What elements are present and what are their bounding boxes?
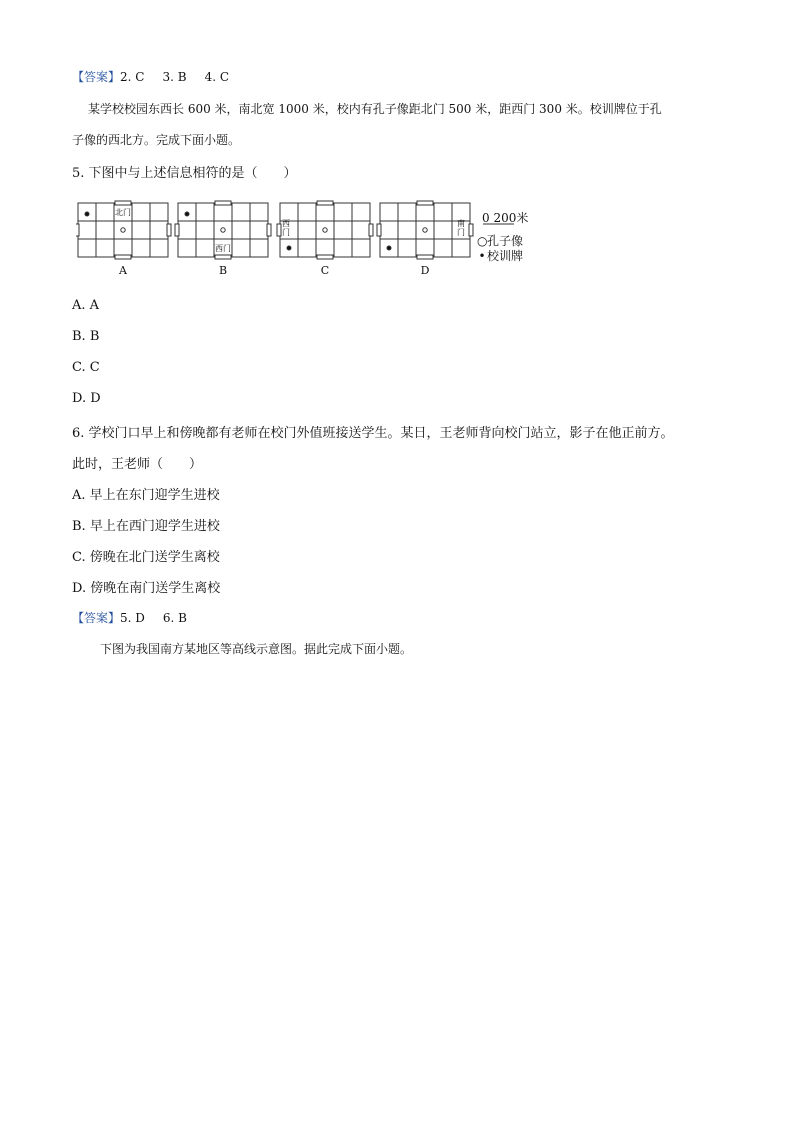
scale-zero: 0 bbox=[482, 211, 490, 225]
legend-sign: •校训牌 bbox=[478, 249, 524, 263]
q6-option-d: D. 傍晚在南门送学生离校 bbox=[72, 581, 221, 596]
filled-dot-icon: • bbox=[478, 249, 486, 263]
closing-line: 下图为我国南方某地区等高线示意图。据此完成下面小题。 bbox=[100, 642, 413, 656]
q5-stem: 5. 下图中与上述信息相符的是（ ） bbox=[72, 166, 297, 181]
map-d-gate-label: 南门 bbox=[457, 219, 465, 237]
intro-line-2: 子像的西北方。完成下面小题。 bbox=[72, 133, 241, 147]
answer-line-2 bbox=[72, 609, 187, 626]
q6-option-c: C. 傍晚在北门送学生离校 bbox=[72, 550, 220, 565]
scale-label bbox=[482, 209, 528, 226]
answer-line-1 bbox=[72, 68, 229, 85]
answer-item: 2. C bbox=[120, 70, 145, 84]
school-maps-svg bbox=[76, 200, 536, 282]
q6-option-b: B. 早上在西门迎学生进校 bbox=[72, 519, 220, 534]
q6-stem-line-1: 6. 学校门口早上和傍晚都有老师在校门外值班接送学生。某日，王老师背向校门站立，影子在他正前方。 bbox=[72, 426, 674, 441]
legend-statue: ○孔子像 bbox=[477, 234, 524, 248]
scale-value: 200米 bbox=[493, 211, 529, 225]
map-b-caption: B bbox=[218, 264, 228, 277]
hollow-circle-icon: ○ bbox=[477, 234, 488, 248]
map-d-caption: D bbox=[420, 264, 430, 277]
answer-item: 5. D bbox=[120, 611, 145, 625]
answer-tag: 【答案】 bbox=[72, 611, 121, 625]
intro-line-1: 某学校校园东西长 600 米，南北宽 1000 米，校内有孔子像距北门 500 米，距西门 300 米。校训牌位于孔 bbox=[88, 102, 662, 116]
answer-item: 3. B bbox=[162, 70, 187, 84]
map-c bbox=[277, 201, 373, 259]
map-a-caption: A bbox=[119, 264, 127, 277]
q5-option-c: C. C bbox=[72, 360, 100, 375]
q6-option-a: A. 早上在东门迎学生进校 bbox=[72, 488, 220, 503]
map-a-gate-label: 北门 bbox=[115, 208, 131, 217]
map-b-gate-label: 西门 bbox=[215, 244, 231, 253]
q5-option-a: A. A bbox=[72, 298, 100, 313]
q5-figure bbox=[76, 200, 536, 282]
map-c-caption: C bbox=[320, 264, 330, 277]
map-c-gate-label: 西门 bbox=[282, 219, 290, 237]
q6-stem-line-2: 此时，王老师（ ） bbox=[72, 457, 203, 472]
answer-item: 4. C bbox=[204, 70, 230, 84]
q5-option-b: B. B bbox=[72, 329, 100, 344]
answer-tag: 【答案】 bbox=[72, 70, 121, 84]
q5-option-d: D. D bbox=[72, 391, 101, 406]
answer-item: 6. B bbox=[162, 611, 187, 625]
